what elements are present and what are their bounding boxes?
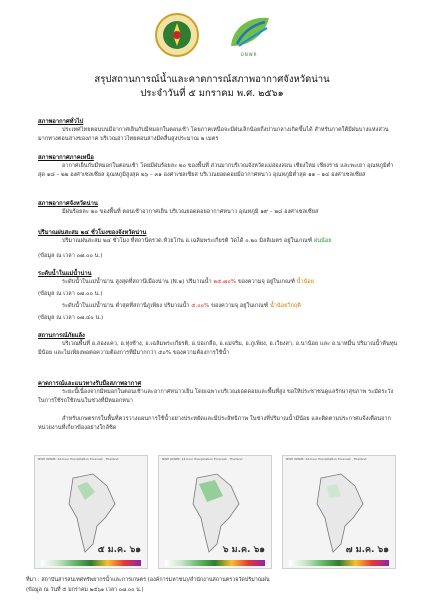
forecast-map-3: [282, 455, 396, 569]
map-caption: NWP ONWR: 24-hour Precipitation Forecast · Thailand: [286, 457, 367, 461]
ministry-seal-icon: [155, 10, 199, 60]
forecast-map-1: [34, 455, 148, 569]
level-min-time: (ข้อมูล ณ เวลา ๐๗.๔๐ น.): [38, 315, 104, 321]
leaf-icon: [225, 12, 273, 52]
map-day-label: ๕ ม.ค. ๖๑: [97, 545, 141, 555]
level-max-text: [38, 278, 398, 287]
province-heading: สภาพอากาศจังหวัดน่าน: [38, 201, 98, 207]
level-min-percent: ๕.๐๐%: [191, 303, 210, 309]
rain-heading: ปริมาณฝนสะสม ๒๔ ชั่วโมงของจังหวัดน่าน: [38, 230, 147, 236]
drought-text: บริเวณพื้นที่ อ.สองแคว, อ.ทุ่งช้าง, อ.เฉลิมพระเกียรติ, อ.บ่อเกลือ, อ.แม่จริม, อ.ภูเพียง, อ.เวียงสา, อ.นาน้อย และ อ.นาหมื่น ปริมาณน้ำต้นทุนมีน้อย และไม่เพียงพอต่อความต้องการที่มีมากกว่า ๕๐% ของความต้องการใช้น้ำ: [38, 341, 398, 356]
level-max-percent: ๒๕.๗๐%: [213, 279, 237, 285]
level-max-time: (ข้อมูล ณ เวลา ๐๗.๐๐ น.): [38, 291, 103, 297]
forecast-heading: คาดการณ์และแนวทางรับมือสภาพอากาศ: [38, 381, 142, 387]
rain-text: [38, 237, 398, 246]
logo-text: ONWR: [240, 52, 258, 57]
forecast-map-2: [158, 455, 272, 569]
general-text: ประเทศไทยตอนบนมีอากาศเย็นกับมีหมอกในตอนเช้า โดยภาคเหนือจะมีฝนเล็กน้อยถึงปานกลางเกิดขึ้นได้ สำหรับภาคใต้มีฝนบางแห่งส่วนมากทางตอนล่างของภาค บริเวณอ่าวไทยตอนล่างมีคลื่นสูงประมาณ ๒ เมตร: [38, 127, 389, 142]
map-caption: NWP ONWR: 24-hour Precipitation Forecast · Thailand: [38, 457, 119, 461]
general-heading: สภาพอากาศทั่วไป: [38, 119, 84, 125]
rain-status-badge: ฝนน้อย: [313, 238, 332, 244]
level-max-label: ระดับน้ำในแม่น้ำน่าน สูงสุดที่สถานีเมืองน่าน (N.๑) ปริมาณน้ำ: [62, 279, 212, 285]
source-time: (ข้อมูล ณ วันที่ ๕ มกราคม ๒๕๖๑ เวลา ๐๗.๐๐ น.): [26, 587, 144, 593]
north-text: อากาศเย็นกับมีหมอกในตอนเช้า โดยมีฝนร้อยละ ๒๐ ของพื้นที่ ส่วนมากบริเวณจังหวัดแม่ฮ่องสอน เชียงใหม่ เชียงราย และพะเยา อุณหภูมิต่ำสุด ๑๘ – ๒๒ องศาเซลเซียส อุณหภูมิสูงสุด ๒๖ – ๓๑ องศาเซลเซียส บริเวณยอดดอยมีอากาศหนาว อุณหภูมิต่ำสุด ๑๑ – ๑๔ องศาเซลเซียส: [38, 163, 394, 178]
level-min-text: [38, 302, 398, 311]
map-day-label: ๗ ม.ค. ๖๑: [345, 545, 389, 555]
page-date: ประจำวันที่ ๕ มกราคม พ.ศ. ๒๕๖๑: [140, 88, 284, 99]
north-heading: สภาพอากาศภาคเหนือ: [38, 155, 94, 161]
forecast-text-1: ระยะนี้เนื่องจากมีหมอกในตอนเช้าและอากาศหนาวเย็น โดยเฉพาะบริเวณยอดดอยและพื้นที่สูง ขอให้ประชาชนดูแลรักษาสุขภาพ ระมัดระวังในการใช้รถใช้ถนนในช่วงที่มีหมอกหนา: [38, 389, 394, 404]
rain-value: ปริมาณฝนสะสม ๒๔ ชั่วโมง ที่สถานีตรวด.ห้วยโก๋น อ.เฉลิมพระเกียรติ วัดได้ ๐.๒๐ มิลลิเมตร อยู่ในเกณฑ์: [62, 238, 313, 244]
logo-bar: [0, 10, 424, 68]
level-min-status: น้ำน้อยวิกฤติ: [269, 303, 301, 309]
source-note: ที่มา : สถาบันสารสนเทศทรัพยากรน้ำและการเกษตร (องค์การมหาชน)/สำนักงานสถานตรวจวัดปริมาณฝน: [26, 577, 270, 583]
map-caption: NWP ONWR: 24-hour Precipitation Forecast · Thailand: [162, 457, 243, 461]
precip-legend: [289, 560, 389, 566]
level-min-criteria: ของความจุ อยู่ในเกณฑ์: [211, 303, 269, 309]
forecast-text-2: สำหรับเกษตรกรในพื้นที่ควรวางแผนการใช้น้ำอย่างประหยัดและมีประสิทธิภาพ ในช่วงที่ปริมาณน้ำมีน้อย และติดตามประกาศแจ้งเตือนจากหน่วยงานที่เกี่ยวข้องอย่างใกล้ชิด: [38, 416, 391, 431]
page-title: สรุปสถานการณ์น้ำและคาดการณ์สภาพอากาศจังหวัดน่าน: [94, 74, 330, 85]
forecast-maps: [34, 455, 394, 570]
onwr-logo: [225, 12, 273, 66]
province-text: มีฝนร้อยละ ๒๐ ของพื้นที่ ตอนเช้าอากาศเย็น บริเวณยอดดอยอากาศหนาว อุณหภูมิ ๑๙ – ๒๘ องศาเซลเซียส: [62, 209, 319, 215]
level-max-status: น้ำน้อย: [296, 279, 315, 285]
rain-time: (ข้อมูล ณ เวลา ๐๗.๐๐ น.): [38, 253, 103, 259]
precip-legend: [41, 560, 141, 566]
map-day-label: ๖ ม.ค. ๖๑: [222, 545, 265, 555]
level-min-label: ระดับน้ำในแม่น้ำน่าน ต่ำสุดที่สถานีภูเพียง ปริมาณน้ำ: [62, 303, 190, 309]
drought-heading: สถานการณ์ภัยแล้ง: [38, 333, 85, 339]
level-max-criteria: ของความจุ อยู่ในเกณฑ์: [237, 279, 295, 285]
precip-legend: [165, 560, 265, 566]
level-heading: ระดับน้ำในแม่น้ำน่าน: [38, 271, 92, 277]
